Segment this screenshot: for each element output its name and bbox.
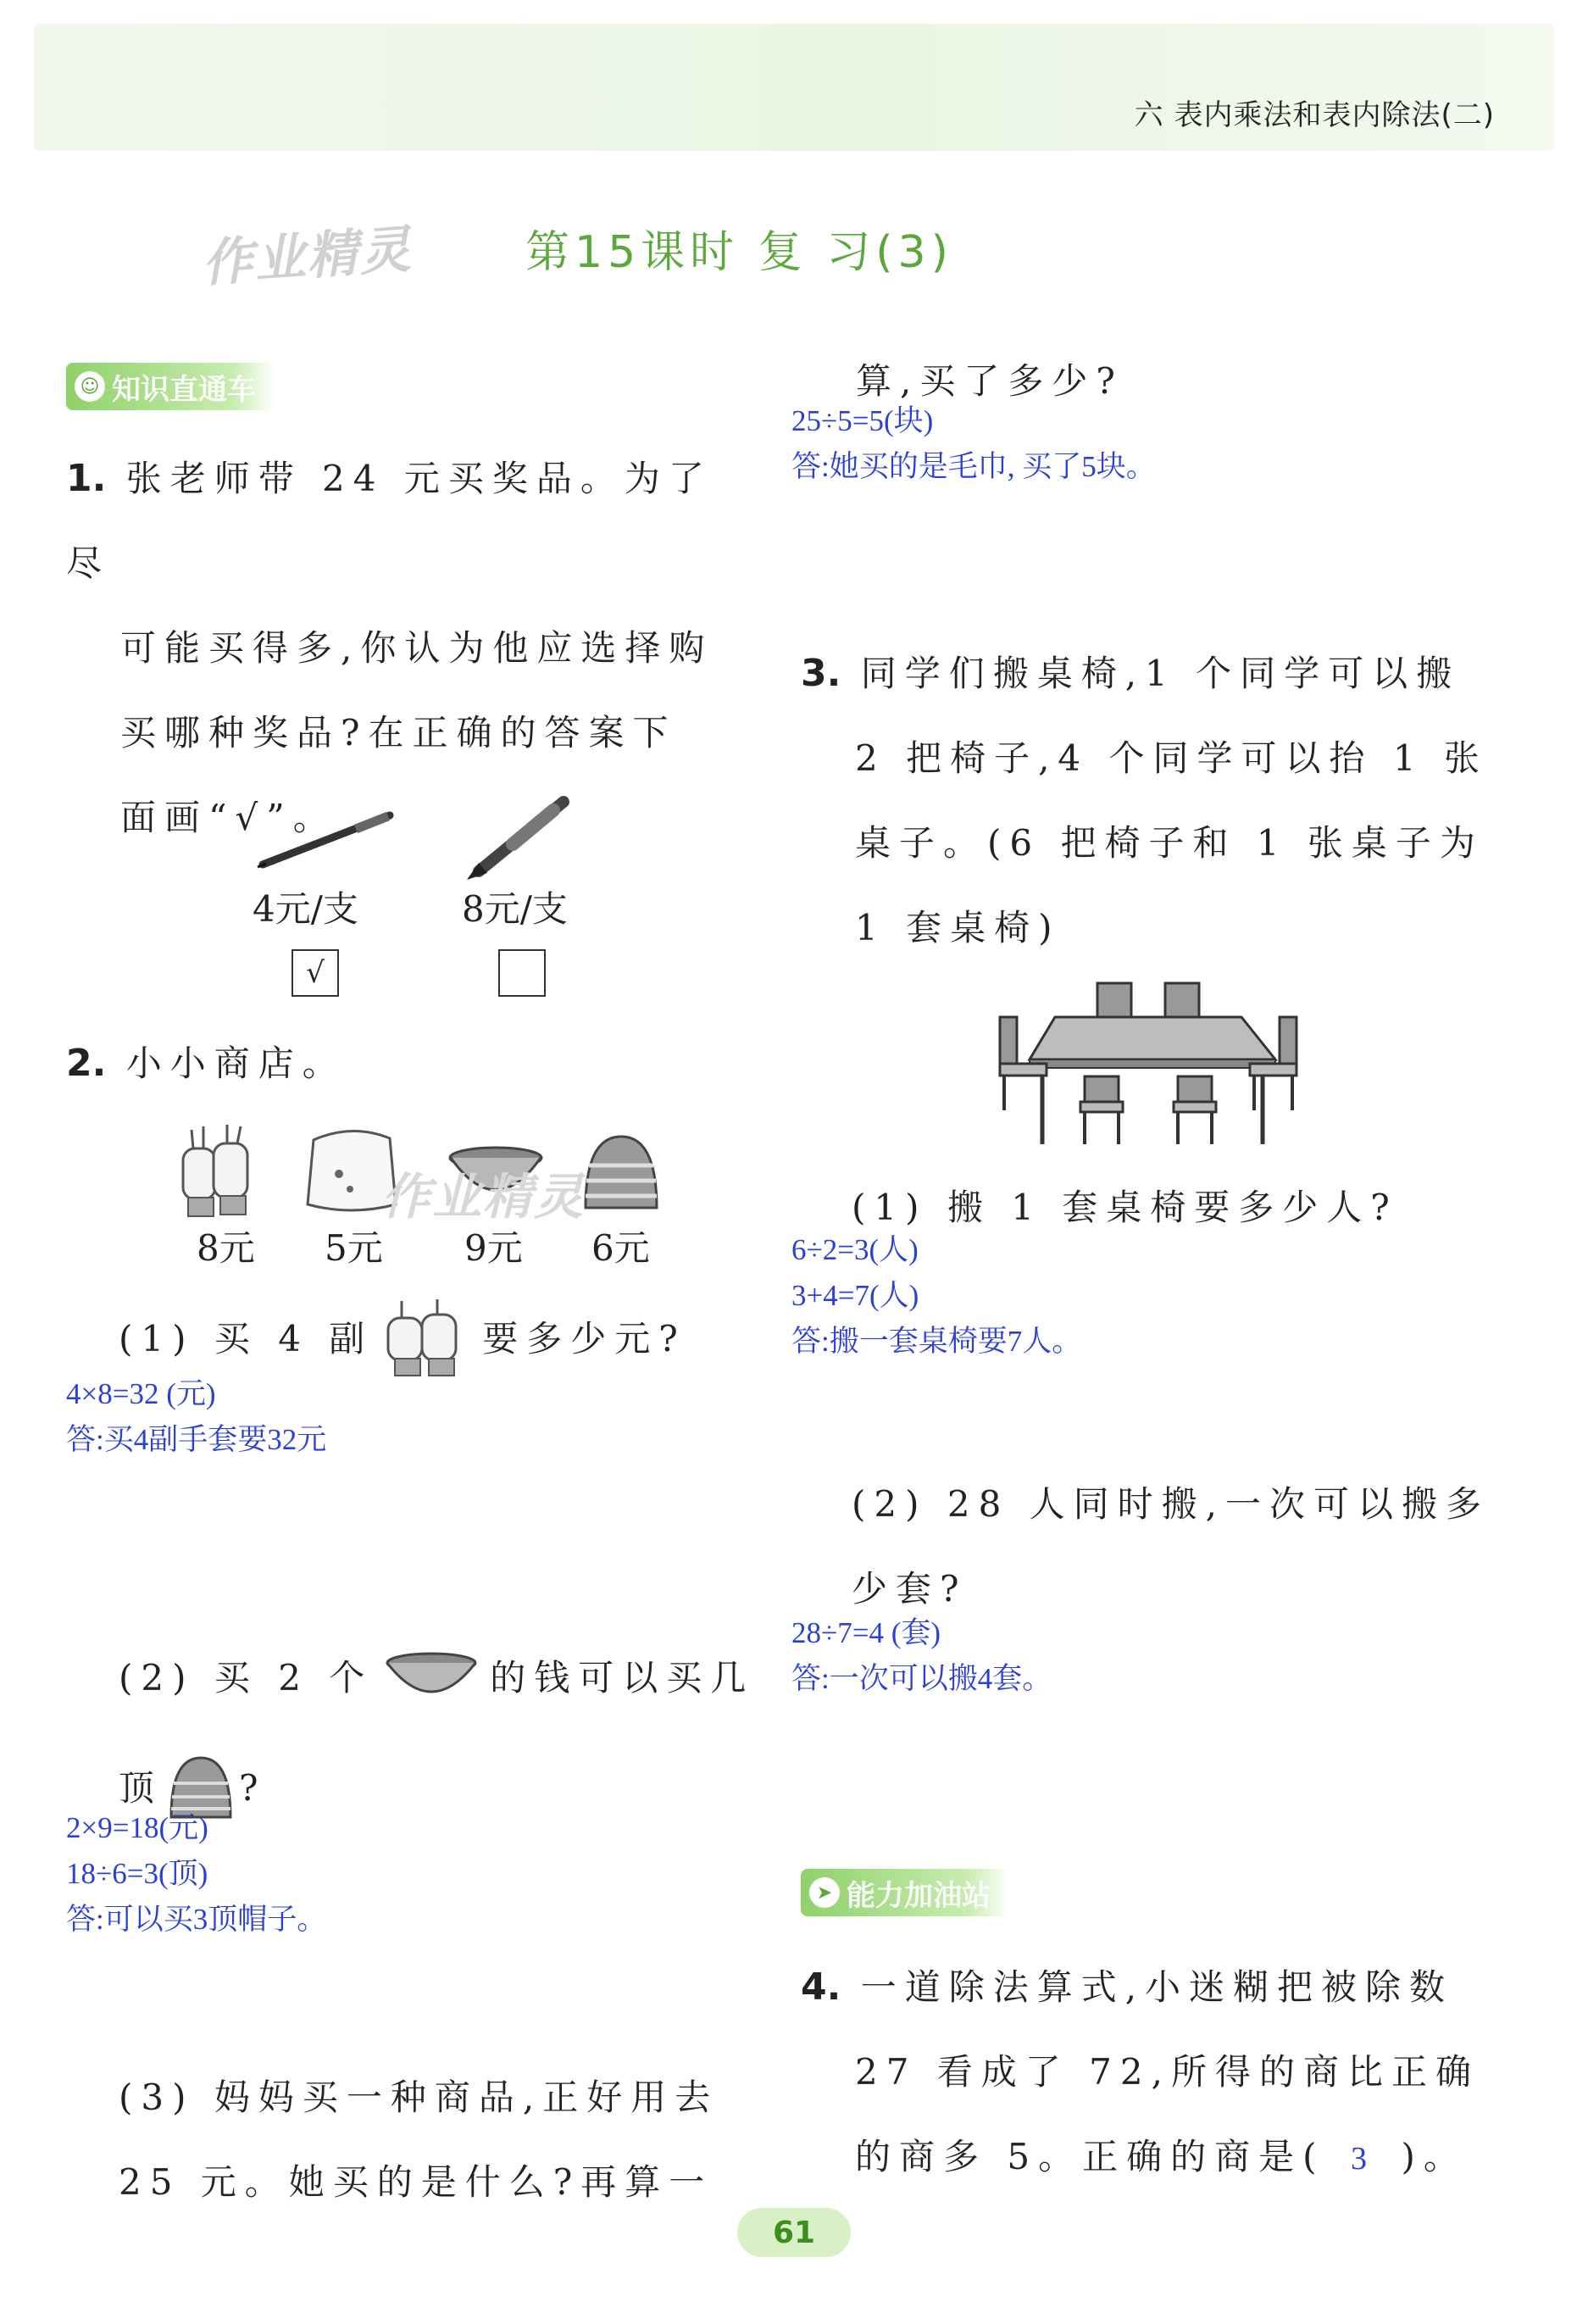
chapter-title: 六 表内乘法和表内除法(二) [1134,98,1495,132]
towel-price: 5元 [325,1227,383,1269]
q2-p2-after: 的钱可以买几 [490,1657,755,1699]
answer-line: 答:买4副手套要32元 [66,1423,327,1456]
section-tag-advanced-label: 能力加油站 [847,1878,991,1913]
answer-line: 4×8=32 (元) [66,1377,216,1410]
q1-line-2: 可能买得多,你认为他应选择购 [120,627,713,669]
q3-line-2: 2 把椅子,4 个同学可以抬 1 张 [855,737,1488,779]
q2-title: 小小商店。 [125,1042,347,1084]
q4-line-3-before: 的商多 5。正确的商是( [855,2136,1325,2177]
q3-part-2 [852,1462,1555,1632]
q3-p2-line-2: 少套? [852,1568,968,1610]
q3-line-3: 桌子。(6 把椅子和 1 张桌子为 [855,822,1484,864]
q2-part-1 [119,1297,686,1382]
q3-part-1: (1) 搬 1 套桌椅要多少人? [852,1187,1398,1228]
q2-p3-line-2: 25 元。她买的是什么?再算一 [119,2161,713,2203]
answer-line: 6÷2=3(人) [791,1233,919,1266]
gloves-price: 8元 [197,1227,255,1269]
q2-p1-before: (1) 买 4 副 [119,1318,374,1359]
q4-line-2: 27 看成了 72,所得的商比正确 [855,2051,1480,2093]
pencil-price: 4元/支 [253,888,358,930]
q1-line-4: 面画“√”。 [120,797,337,838]
q2-p1-after: 要多少元? [482,1318,686,1359]
q2-p2-line2-after: ? [239,1767,267,1809]
table-and-chairs-icon [996,983,1301,1153]
q2-part-3 [119,2055,763,2225]
q4-answer: 3 [1350,2141,1375,2177]
section-tag-basic-label: 知识直通车 [112,372,256,407]
smiley-icon: ☺ [75,371,105,402]
question-number: 2. [66,1042,107,1085]
answer-line: 答:可以买3顶帽子。 [66,1903,327,1936]
bowl-price: 9元 [464,1227,523,1269]
q2-p2-answers [66,1805,326,1943]
question-number: 3. [801,652,841,695]
pen-checkbox[interactable] [498,949,546,997]
q2-p2-line2-before: 顶 [119,1767,164,1809]
answer-line: 答:搬一套桌椅要7人。 [791,1325,1082,1358]
answer-line: 28÷7=4 (套) [791,1616,941,1649]
question-1 [66,436,744,860]
gloves-icon [176,1123,261,1220]
section-tag-advanced [801,1869,1009,1916]
bowl-icon [385,1653,478,1704]
question-3 [801,631,1538,970]
q2-p3-answers [791,398,1156,490]
watermark-middle: 作业精灵 [381,1168,586,1226]
hat-price: 6元 [591,1227,650,1269]
section-tag-basic [66,363,275,410]
answer-line: 3+4=7(人) [791,1279,919,1312]
watermark-top: 作业精灵 [200,220,414,294]
q4-line-3-after: )。 [1401,2136,1468,2177]
q3-line-4: 1 套桌椅) [855,907,1061,948]
fountain-pen-icon [462,795,572,880]
q2-p3-line-1: (3) 妈妈买一种商品,正好用去 [119,2077,719,2118]
q4-line-1: 一道除法算式,小迷糊把被除数 [860,1966,1454,2008]
q3-p1-answers [791,1227,1081,1365]
q3-p2-line-1: (2) 28 人同时搬,一次可以搬多 [852,1483,1490,1525]
answer-line: 答:一次可以搬4套。 [791,1662,1052,1695]
q2-p3-line-3: 算,买了多少? [856,360,1124,402]
pen-price: 8元/支 [462,888,568,930]
mechanical-pencil-icon [254,803,398,871]
q1-line-1: 张老师带 24 元买奖品。为了尽 [66,458,713,584]
answer-line: 答:她买的是毛巾, 买了5块。 [791,450,1156,483]
rocket-icon: ➤ [809,1877,840,1908]
question-2-title [66,1021,347,1106]
answer-line: 2×9=18(元) [66,1811,208,1844]
q2-p2-before: (2) 买 2 个 [119,1657,374,1699]
q3-p2-answers [791,1610,1052,1702]
question-4 [801,1945,1546,2199]
q2-p1-answers [66,1371,326,1463]
question-number: 1. [66,457,107,500]
answer-line: 18÷6=3(顶) [66,1857,208,1890]
page-number: 61 [737,2208,851,2257]
knit-hat-icon [579,1131,664,1216]
lesson-title: 第15课时 复 习(3) [525,227,953,278]
pencil-checkbox[interactable]: √ [292,949,339,997]
gloves-icon [383,1299,472,1380]
q2-part-2 [119,1636,754,1721]
question-number: 4. [801,1965,841,2009]
q1-line-3: 买哪种奖品?在正确的答案下 [120,712,677,753]
answer-line: 25÷5=5(块) [791,404,934,437]
q3-line-1: 同学们搬桌椅,1 个同学可以搬 [860,653,1461,694]
